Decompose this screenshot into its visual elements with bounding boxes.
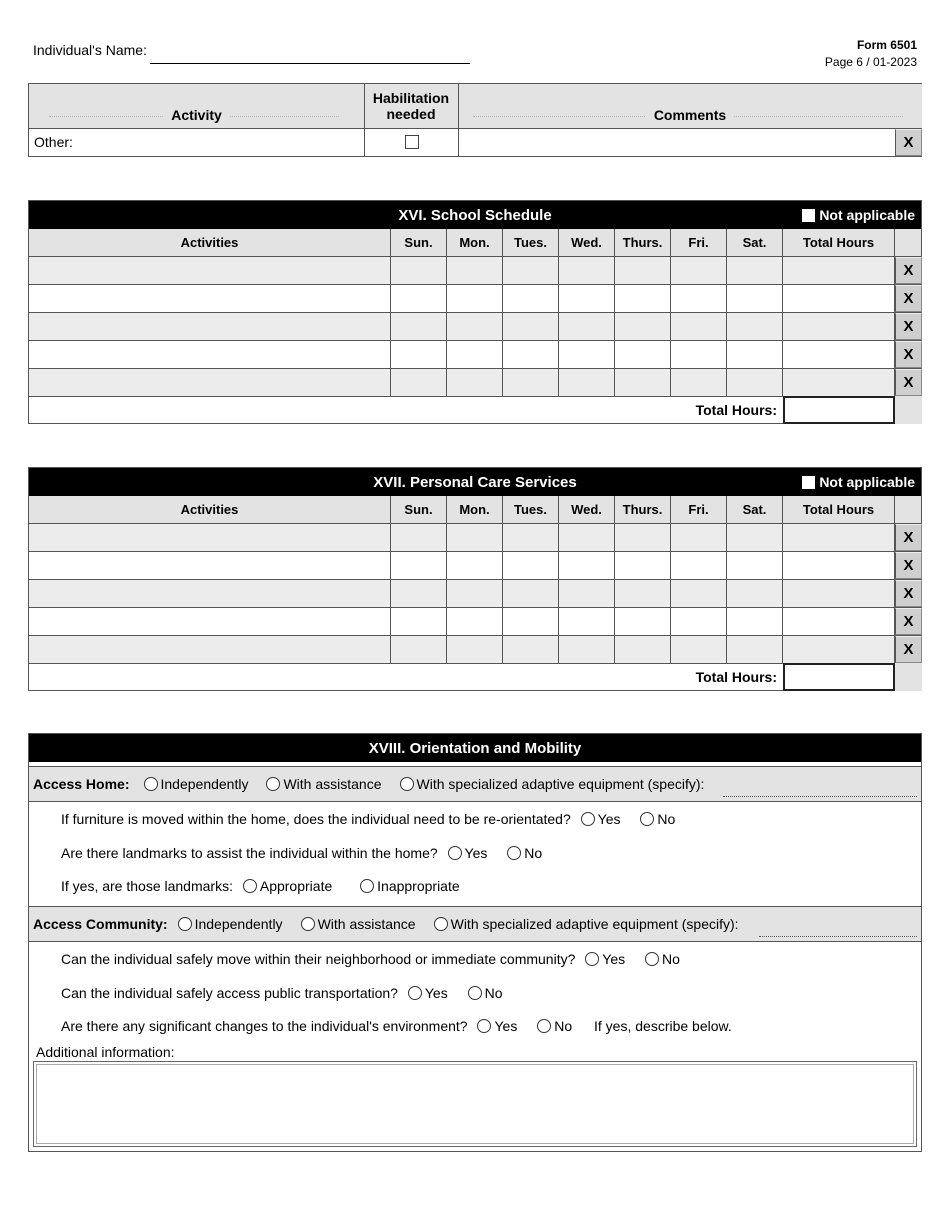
activity-field[interactable] xyxy=(29,636,391,663)
radio-icon[interactable] xyxy=(400,777,414,791)
personal-care-total-row xyxy=(29,663,921,691)
access-community-specify-field[interactable] xyxy=(759,936,917,937)
day-hours-field[interactable] xyxy=(727,580,783,607)
day-hours-field[interactable] xyxy=(503,257,559,284)
activity-field[interactable] xyxy=(29,580,391,607)
access-home-label: Access Home: xyxy=(33,776,130,792)
personal-care-not-applicable[interactable] xyxy=(802,468,915,496)
day-hours-field[interactable] xyxy=(447,580,503,607)
col-fri: Fri. xyxy=(671,229,727,256)
activity-field[interactable] xyxy=(29,552,391,579)
col-total-hours: Total Hours xyxy=(783,496,895,523)
home-q1-no[interactable]: No xyxy=(634,811,675,827)
day-hours-field[interactable] xyxy=(503,552,559,579)
col-wed: Wed. xyxy=(559,229,615,256)
day-hours-field[interactable] xyxy=(671,369,727,396)
table-row xyxy=(29,257,921,285)
form-number: Form 6501 xyxy=(856,38,917,52)
day-hours-field[interactable] xyxy=(503,341,559,368)
not-applicable-label: Not applicable xyxy=(819,207,915,223)
delete-row-button[interactable]: X xyxy=(895,341,922,368)
activity-field[interactable] xyxy=(29,285,391,312)
day-hours-field[interactable] xyxy=(671,341,727,368)
school-not-applicable[interactable] xyxy=(802,201,915,229)
school-schedule-section xyxy=(28,200,922,424)
day-hours-field[interactable] xyxy=(727,552,783,579)
day-hours-field[interactable] xyxy=(503,369,559,396)
radio-icon[interactable] xyxy=(301,917,315,931)
total-hours-field[interactable] xyxy=(783,257,895,284)
day-hours-field[interactable] xyxy=(559,313,615,340)
col-sun: Sun. xyxy=(391,496,447,523)
access-community-label: Access Community: xyxy=(33,916,168,932)
day-hours-field[interactable] xyxy=(615,341,671,368)
day-hours-field[interactable] xyxy=(391,257,447,284)
day-hours-field[interactable] xyxy=(727,608,783,635)
delete-row-button[interactable]: X xyxy=(895,580,922,607)
delete-row-button[interactable]: X xyxy=(895,524,922,551)
day-hours-field[interactable] xyxy=(615,257,671,284)
total-hours-field[interactable] xyxy=(783,552,895,579)
day-hours-field[interactable] xyxy=(615,369,671,396)
day-hours-field[interactable] xyxy=(671,552,727,579)
day-hours-field[interactable] xyxy=(503,580,559,607)
table-row xyxy=(29,285,921,313)
landmarks-appropriate[interactable]: Appropriate xyxy=(237,878,332,894)
day-hours-field[interactable] xyxy=(727,313,783,340)
table-row xyxy=(29,341,921,369)
day-hours-field[interactable] xyxy=(447,524,503,551)
day-hours-field[interactable] xyxy=(615,524,671,551)
day-hours-field[interactable] xyxy=(447,608,503,635)
day-hours-field[interactable] xyxy=(447,552,503,579)
day-hours-field[interactable] xyxy=(671,285,727,312)
orientation-title: XVIII. Orientation and Mobility xyxy=(29,734,921,762)
radio-icon[interactable] xyxy=(178,917,192,931)
day-hours-field[interactable] xyxy=(671,580,727,607)
school-column-headers xyxy=(29,229,921,257)
total-hours-field[interactable] xyxy=(783,608,895,635)
delete-row-button[interactable]: X xyxy=(895,257,922,284)
total-hours-field[interactable] xyxy=(783,369,895,396)
personal-care-total-hours-field[interactable] xyxy=(783,663,895,691)
delete-row-button[interactable]: X xyxy=(895,608,922,635)
day-hours-field[interactable] xyxy=(391,285,447,312)
col-thurs: Thurs. xyxy=(615,496,671,523)
day-hours-field[interactable] xyxy=(727,524,783,551)
col-tues: Tues. xyxy=(503,229,559,256)
total-hours-field[interactable] xyxy=(783,313,895,340)
day-hours-field[interactable] xyxy=(559,580,615,607)
table-row xyxy=(29,552,921,580)
day-hours-field[interactable] xyxy=(559,608,615,635)
day-hours-field[interactable] xyxy=(727,369,783,396)
school-total-row xyxy=(29,396,921,424)
home-question-2: Are there landmarks to assist the individual within the home? Yes No xyxy=(61,845,543,861)
access-home-with-assistance[interactable]: With assistance xyxy=(266,776,381,792)
delete-row-button[interactable]: X xyxy=(895,636,922,663)
delete-row-button[interactable]: X xyxy=(895,552,922,579)
page-info: Page 6 / 01-2023 xyxy=(824,55,917,69)
individual-name-field[interactable] xyxy=(150,63,470,64)
day-hours-field[interactable] xyxy=(559,285,615,312)
day-hours-field[interactable] xyxy=(391,580,447,607)
home-q1-yes[interactable]: Yes xyxy=(575,811,621,827)
day-hours-field[interactable] xyxy=(503,524,559,551)
day-hours-field[interactable] xyxy=(447,285,503,312)
school-total-label: Total Hours: xyxy=(695,402,777,418)
day-hours-field[interactable] xyxy=(391,608,447,635)
community-q2-yes[interactable]: Yes xyxy=(402,985,448,1001)
personal-care-total-label: Total Hours: xyxy=(695,669,777,685)
home-question-1: If furniture is moved within the home, does the individual need to be re-orientated? Yes No xyxy=(61,811,676,827)
additional-information-label: Additional information: xyxy=(36,1044,175,1060)
community-q3-yes[interactable]: Yes xyxy=(471,1018,517,1034)
other-label: Other: xyxy=(34,134,73,150)
total-hours-field[interactable] xyxy=(783,285,895,312)
radio-icon[interactable] xyxy=(434,917,448,931)
table-row xyxy=(29,524,921,552)
total-hours-field[interactable] xyxy=(783,524,895,551)
orientation-mobility-section xyxy=(28,733,922,1152)
col-activities: Activities xyxy=(29,496,391,523)
day-hours-field[interactable] xyxy=(391,341,447,368)
day-hours-field[interactable] xyxy=(391,313,447,340)
additional-information-field[interactable] xyxy=(33,1061,917,1147)
total-hours-field[interactable] xyxy=(783,636,895,663)
col-fri: Fri. xyxy=(671,496,727,523)
activity-table xyxy=(28,83,922,157)
day-hours-field[interactable] xyxy=(671,313,727,340)
day-hours-field[interactable] xyxy=(727,285,783,312)
access-community-independently[interactable]: Independently xyxy=(178,916,283,932)
day-hours-field[interactable] xyxy=(559,636,615,663)
home-question-3: If yes, are those landmarks: Appropriate Inappropriate xyxy=(61,878,460,894)
comments-header-label: Comments xyxy=(646,107,734,123)
access-home-specialized-equipment[interactable]: With specialized adaptive equipment (specify): xyxy=(400,776,705,792)
day-hours-field[interactable] xyxy=(615,580,671,607)
activity-field[interactable] xyxy=(29,341,391,368)
access-community-specialized-equipment[interactable]: With specialized adaptive equipment (specify): xyxy=(434,916,739,932)
habilitation-header xyxy=(364,84,458,129)
day-hours-field[interactable] xyxy=(391,636,447,663)
individual-name-label: Individual's Name: xyxy=(33,42,147,58)
day-hours-field[interactable] xyxy=(447,636,503,663)
access-community-with-assistance[interactable]: With assistance xyxy=(301,916,416,932)
day-hours-field[interactable] xyxy=(447,257,503,284)
other-comments-field[interactable] xyxy=(461,130,893,154)
day-hours-field[interactable] xyxy=(615,552,671,579)
day-hours-field[interactable] xyxy=(447,369,503,396)
day-hours-field[interactable] xyxy=(391,552,447,579)
activity-field[interactable] xyxy=(29,313,391,340)
table-row xyxy=(29,636,921,664)
day-hours-field[interactable] xyxy=(391,524,447,551)
school-schedule-title: XVI. School Schedule xyxy=(29,201,921,229)
activity-field[interactable] xyxy=(29,524,391,551)
day-hours-field[interactable] xyxy=(559,369,615,396)
col-sat: Sat. xyxy=(727,229,783,256)
day-hours-field[interactable] xyxy=(447,313,503,340)
describe-below-note: If yes, describe below. xyxy=(594,1018,732,1034)
community-question-1: Can the individual safely move within their neighborhood or immediate community? Yes No xyxy=(61,951,680,967)
comments-header xyxy=(458,84,922,129)
col-wed: Wed. xyxy=(559,496,615,523)
table-row xyxy=(29,313,921,341)
day-hours-field[interactable] xyxy=(615,608,671,635)
day-hours-field[interactable] xyxy=(727,257,783,284)
col-sat: Sat. xyxy=(727,496,783,523)
radio-icon[interactable] xyxy=(144,777,158,791)
activity-header xyxy=(29,84,364,129)
habilitation-header-label: Habilitation needed xyxy=(372,90,450,122)
day-hours-field[interactable] xyxy=(503,313,559,340)
day-hours-field[interactable] xyxy=(391,369,447,396)
community-question-2: Can the individual safely access public transportation? Yes No xyxy=(61,985,503,1001)
not-applicable-checkbox[interactable] xyxy=(802,209,815,222)
activity-field[interactable] xyxy=(29,257,391,284)
day-hours-field[interactable] xyxy=(559,257,615,284)
day-hours-field[interactable] xyxy=(671,524,727,551)
total-hours-field[interactable] xyxy=(783,341,895,368)
day-hours-field[interactable] xyxy=(615,285,671,312)
delete-row-button[interactable]: X xyxy=(895,369,922,396)
total-hours-field[interactable] xyxy=(783,580,895,607)
col-total-hours: Total Hours xyxy=(783,229,895,256)
radio-icon[interactable] xyxy=(266,777,280,791)
day-hours-field[interactable] xyxy=(727,341,783,368)
day-hours-field[interactable] xyxy=(671,608,727,635)
day-hours-field[interactable] xyxy=(671,636,727,663)
col-activities: Activities xyxy=(29,229,391,256)
personal-care-title: XVII. Personal Care Services xyxy=(29,468,921,496)
activity-field[interactable] xyxy=(29,608,391,635)
day-hours-field[interactable] xyxy=(447,341,503,368)
personal-care-column-headers xyxy=(29,496,921,524)
col-mon: Mon. xyxy=(447,496,503,523)
delete-row-button[interactable]: X xyxy=(895,129,922,156)
habilitation-checkbox[interactable] xyxy=(405,135,419,152)
access-home-independently[interactable]: Independently xyxy=(144,776,249,792)
landmarks-inappropriate[interactable]: Inappropriate xyxy=(354,878,460,894)
table-row xyxy=(29,580,921,608)
school-total-hours-field[interactable] xyxy=(783,396,895,424)
access-home-specify-field[interactable] xyxy=(723,796,917,797)
day-hours-field[interactable] xyxy=(559,524,615,551)
day-hours-field[interactable] xyxy=(727,636,783,663)
day-hours-field[interactable] xyxy=(503,285,559,312)
day-hours-field[interactable] xyxy=(503,608,559,635)
col-thurs: Thurs. xyxy=(615,229,671,256)
day-hours-field[interactable] xyxy=(671,257,727,284)
community-q2-no[interactable]: No xyxy=(462,985,503,1001)
col-mon: Mon. xyxy=(447,229,503,256)
day-hours-field[interactable] xyxy=(615,636,671,663)
activity-field[interactable] xyxy=(29,369,391,396)
day-hours-field[interactable] xyxy=(559,552,615,579)
community-q1-no[interactable]: No xyxy=(639,951,680,967)
table-row xyxy=(29,369,921,397)
not-applicable-checkbox[interactable] xyxy=(802,476,815,489)
community-q3-no[interactable]: No xyxy=(531,1018,572,1034)
delete-row-button[interactable]: X xyxy=(895,285,922,312)
home-q2-yes[interactable]: Yes xyxy=(442,845,488,861)
day-hours-field[interactable] xyxy=(503,636,559,663)
activity-header-label: Activity xyxy=(163,107,230,123)
day-hours-field[interactable] xyxy=(615,313,671,340)
col-tues: Tues. xyxy=(503,496,559,523)
community-question-3: Are there any significant changes to the individual's environment? Yes No If yes, describe below. xyxy=(61,1018,732,1034)
community-q1-yes[interactable]: Yes xyxy=(579,951,625,967)
home-q2-no[interactable]: No xyxy=(501,845,542,861)
day-hours-field[interactable] xyxy=(559,341,615,368)
col-sun: Sun. xyxy=(391,229,447,256)
delete-row-button[interactable]: X xyxy=(895,313,922,340)
personal-care-section xyxy=(28,467,922,691)
table-row xyxy=(29,608,921,636)
not-applicable-label: Not applicable xyxy=(819,474,915,490)
